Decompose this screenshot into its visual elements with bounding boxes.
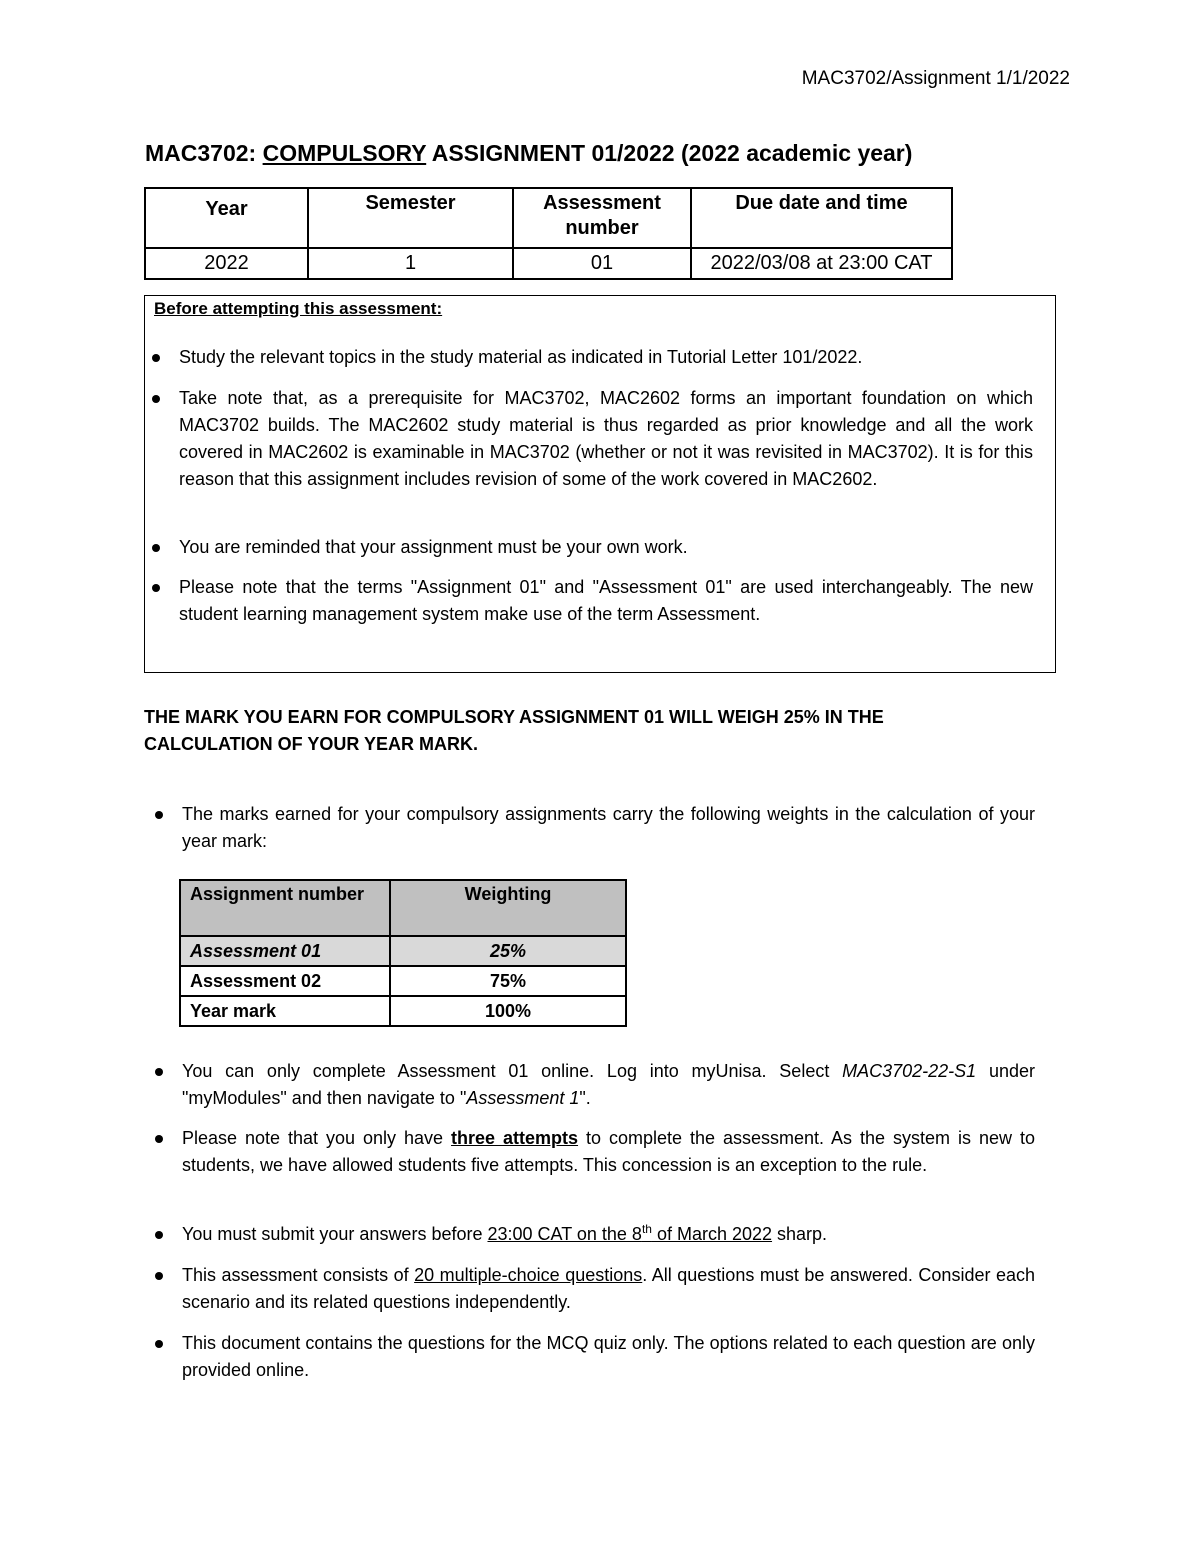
info-table-value-row [145,248,952,279]
bullet-icon [155,1340,163,1348]
weights-intro-item: The marks earned for your compulsory assignments carry the following weights in the calculation of your year mark: [182,801,1035,855]
question-count-item: This assessment consists of 20 multiple-choice questions. All questions must be answered. Consider each scenario and its related questions independently. [182,1262,1035,1316]
question-count-text: 20 multiple-choice questions [414,1265,643,1285]
weights-header-weighting: Weighting [390,880,626,936]
box-heading: Before attempting this assessment: [154,299,443,318]
info-value-assessment-number: 01 [513,248,691,279]
box-item-study: Study the relevant topics in the study material as indicated in Tutorial Letter 101/2022. [179,344,1033,371]
deadline-text: 23:00 CAT on the 8th of March 2022 [487,1222,773,1244]
bullet-icon [155,1272,163,1280]
three-attempts-emphasis: three attempts [451,1128,579,1148]
bullet-icon [155,1135,163,1143]
box-item-terms: Please note that the terms "Assignment 01" and "Assessment 01" are used interchangeably. The new student learning management system make use of the term Assessment. [179,574,1033,628]
mcq-note-item: This document contains the questions for the MCQ quiz only. The options related to each question are only provided online. [182,1330,1035,1384]
weights-cell-assignment: Assessment 01 [180,936,390,966]
info-table-header-row [145,188,952,248]
bullet-icon [155,1068,163,1076]
weights-cell-weighting: 25% [390,936,626,966]
info-value-due-date: 2022/03/08 at 23:00 CAT [691,248,952,279]
weights-table-header-row [180,880,626,936]
bullet-icon [152,395,160,403]
weights-cell-assignment: Year mark [180,996,390,1026]
weights-row [180,996,626,1026]
info-header-year: Year [145,188,308,248]
assessment-name: Assessment 1 [466,1088,580,1108]
online-instruction-item: You can only complete Assessment 01 online. Log into myUnisa. Select MAC3702-22-S1 under "myModules" and then navigate to "Assessment 1". [182,1058,1035,1112]
info-value-year: 2022 [145,248,308,279]
assessment-info-table [144,187,953,280]
bullet-icon [152,584,160,592]
info-header-due-date: Due date and time [691,188,952,248]
weight-note: THE MARK YOU EARN FOR COMPULSORY ASSIGNMENT 01 WILL WEIGH 25% IN THE CALCULATION OF YOUR YEAR MARK. [144,707,884,754]
weights-cell-weighting: 75% [390,966,626,996]
page-header-reference: MAC3702/Assignment 1/1/2022 [801,68,1070,89]
document-title [145,140,912,167]
info-value-semester: 1 [308,248,513,279]
weights-row [180,936,626,966]
box-item-prerequisite: Take note that, as a prerequisite for MAC3702, MAC2602 forms an important foundation on which MAC3702 builds. The MAC2602 study material is thus regarded as prior knowledge and all the work covered in MAC2602 is examinable in MAC3702 (whether or not it was revisited in MAC3702). It is for this reason that this assignment includes revision of some of the work covered in MAC2602. [179,385,1033,493]
submit-deadline-item: You must submit your answers before 23:00 CAT on the 8th of March 2022 sharp. [182,1221,1035,1248]
bullet-icon [155,811,163,819]
weights-cell-assignment: Assessment 02 [180,966,390,996]
title-compulsory: COMPULSORY [262,140,427,166]
before-attempting-box [144,295,1056,673]
attempts-item: Please note that you only have three attempts to complete the assessment. As the system is new to students, we have allowed students five attempts. This concession is an exception to the rule. [182,1125,1035,1179]
title-prefix: MAC3702: [145,140,263,166]
title-suffix: ASSIGNMENT 01/2022 (2022 academic year) [426,140,913,166]
bullet-icon [152,544,160,552]
info-header-semester: Semester [308,188,513,248]
weights-row [180,966,626,996]
info-header-assessment-number: Assessment number [513,188,691,248]
bullet-icon [155,1231,163,1239]
weights-table [179,879,627,1027]
bullet-icon [152,354,160,362]
box-item-own-work: You are reminded that your assignment must be your own work. [179,534,1033,561]
weights-cell-weighting: 100% [390,996,626,1026]
weights-header-assignment: Assignment number [180,880,390,936]
module-code: MAC3702-22-S1 [842,1061,977,1081]
